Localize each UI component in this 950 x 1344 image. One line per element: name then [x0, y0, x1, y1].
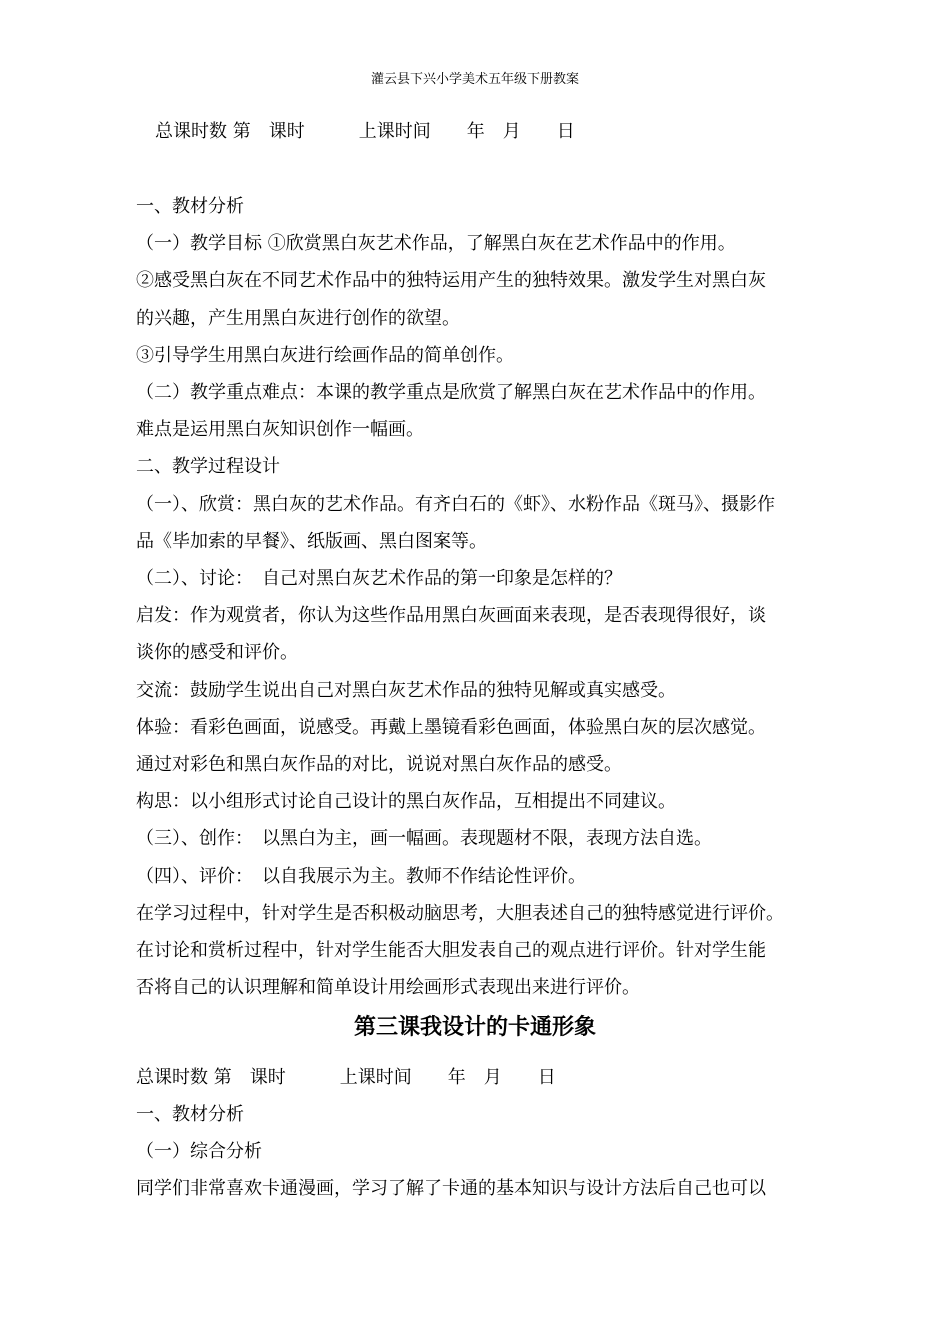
text-line: 否将自己的认识理解和简单设计用绘画形式表现出来进行评价。 [136, 977, 640, 999]
text-line: （二）、讨论： 自己对黑白灰艺术作品的第一印象是怎样的？ [136, 568, 622, 589]
text-line: 一、教材分析 [136, 1104, 244, 1125]
text-line: 在讨论和赏析过程中，针对学生能否大胆发表自己的观点进行评价。针对学生能 [136, 940, 766, 961]
text-line: 构思：以小组形式讨论自己设计的黑白灰作品，互相提出不同建议。 [136, 791, 676, 813]
text-line: 在学习过程中，针对学生是否积极动脑思考，大胆表述自己的独特感觉进行评价。 [136, 902, 784, 924]
text-line: （一）教学目标 ①欣赏黑白灰艺术作品，了解黑白灰在艺术作品中的作用。 [136, 233, 736, 255]
lesson-schedule-2: 总课时数 第 课时 上课时间 年 月 日 [136, 1067, 556, 1088]
text-line: （一）综合分析 [136, 1141, 262, 1162]
text-line: 启发：作为观赏者，你认为这些作品用黑白灰画面来表现，是否表现得很好，谈 [136, 605, 766, 627]
text-line: 同学们非常喜欢卡通漫画，学习了解了卡通的基本知识与设计方法后自己也可以 [136, 1178, 766, 1199]
text-line: （一）、欣赏：黑白灰的艺术作品。有齐白石的《虾》、水粉作品《斑马》、摄影作 [136, 493, 775, 515]
text-line: 谈你的感受和评价。 [136, 642, 298, 664]
text-line: 体验：看彩色画面，说感受。再戴上墨镜看彩色画面，体验黑白灰的层次感觉。 [136, 716, 766, 738]
page-header: 灌云县下兴小学美术五年级下册教案 [370, 72, 579, 87]
text-line: 品《毕加索的早餐》、纸版画、黑白图案等。 [136, 530, 487, 552]
text-line: （三）、创作： 以黑白为主，画一幅画。表现题材不限，表现方法自选。 [136, 828, 712, 850]
text-line: 难点是运用黑白灰知识创作一幅画。 [136, 419, 424, 441]
text-line: ②感受黑白灰在不同艺术作品中的独特运用产生的独特效果。激发学生对黑白灰 [136, 270, 766, 292]
text-line: 交流：鼓励学生说出自己对黑白灰艺术作品的独特见解或真实感受。 [136, 679, 676, 701]
lesson-title: 第三课我设计的卡通形象 [353, 1015, 596, 1040]
text-line: 通过对彩色和黑白灰作品的对比，说说对黑白灰作品的感受。 [136, 754, 622, 775]
text-line: （四）、评价： 以自我展示为主。教师不作结论性评价。 [136, 865, 586, 887]
text-line: （二）教学重点难点：本课的教学重点是欣赏了解黑白灰在艺术作品中的作用。 [136, 382, 766, 403]
lesson-schedule: 总课时数 第 课时 上课时间 年 月 日 [155, 121, 575, 142]
text-line: 一、教材分析 [136, 196, 244, 217]
text-line: ③引导学生用黑白灰进行绘画作品的简单创作。 [136, 344, 514, 366]
text-line: 的兴趣，产生用黑白灰进行创作的欲望。 [136, 307, 460, 329]
text-line: 二、教学过程设计 [136, 456, 280, 478]
